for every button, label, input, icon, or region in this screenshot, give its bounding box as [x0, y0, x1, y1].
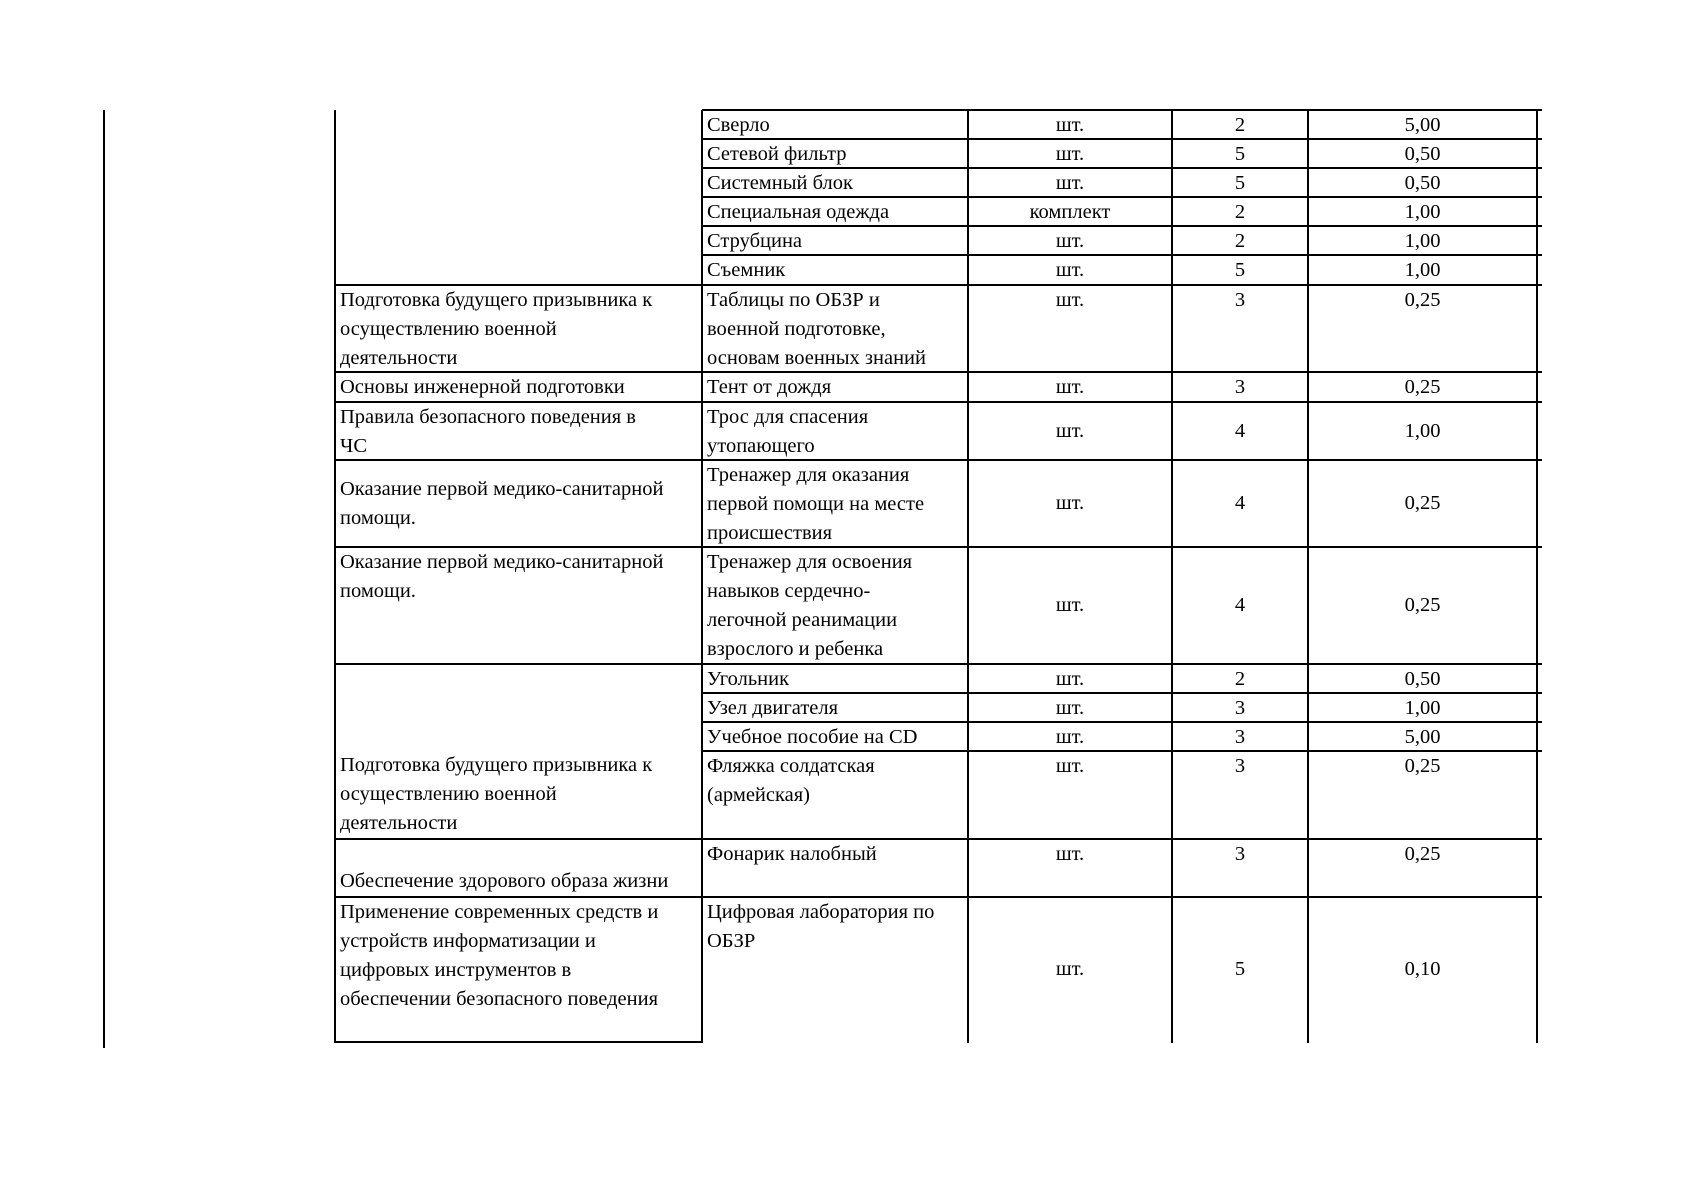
unit-cell: шт.: [1055, 259, 1085, 281]
item-name-cell: Трос для спасения утопающего: [707, 406, 869, 457]
item-name-cell: Цифровая лаборатория по ОБЗР: [707, 901, 935, 952]
section-cell: Подготовка будущего призывника к осуществлению военной деятельности: [340, 289, 653, 369]
unit-cell: шт.: [1055, 172, 1085, 194]
unit-cell: шт.: [1055, 114, 1085, 136]
norm-cell: 0,25: [1404, 594, 1441, 616]
quantity-cell: 3: [1234, 289, 1246, 311]
norm-cell: 0,25: [1404, 376, 1441, 398]
unit-cell: комплект: [1029, 201, 1111, 223]
item-name-cell: Фляжка солдатская (армейская): [707, 755, 875, 806]
item-name-cell: Сетевой фильтр: [707, 143, 847, 165]
unit-cell: шт.: [1055, 143, 1085, 165]
quantity-cell: 2: [1234, 201, 1246, 223]
section-cell: Подготовка будущего призывника к осуществлению военной деятельности: [340, 754, 653, 834]
page-margin-line: [103, 110, 105, 1048]
item-name-cell: Фонарик налобный: [707, 843, 877, 865]
norm-cell: 0,25: [1404, 289, 1441, 311]
unit-cell: шт.: [1055, 376, 1085, 398]
unit-cell: шт.: [1055, 697, 1085, 719]
unit-cell: шт.: [1055, 594, 1085, 616]
unit-cell: шт.: [1055, 755, 1085, 777]
norm-cell: 0,50: [1404, 172, 1441, 194]
norm-cell: 0,25: [1404, 843, 1441, 865]
unit-cell: шт.: [1055, 289, 1085, 311]
quantity-cell: 3: [1234, 726, 1246, 748]
section-cell: Оказание первой медико-санитарной помощи.: [340, 477, 664, 529]
item-name-cell: Учебное пособие на CD: [707, 726, 918, 748]
unit-cell: шт.: [1055, 419, 1085, 442]
norm-cell: 0,10: [1404, 958, 1441, 980]
norm-cell: 1,00: [1404, 259, 1441, 281]
quantity-cell: 2: [1234, 230, 1246, 252]
norm-cell: 0,25: [1404, 492, 1441, 514]
norm-cell: 1,00: [1404, 419, 1441, 442]
norm-cell: 1,00: [1404, 697, 1441, 719]
quantity-cell: 5: [1234, 143, 1246, 165]
item-name-cell: Тренажер для оказания первой помощи на месте происшествия: [707, 464, 925, 544]
quantity-cell: 4: [1234, 419, 1246, 442]
item-name-cell: Таблицы по ОБЗР и военной подготовке, основам военных знаний: [707, 289, 926, 369]
item-name-cell: Тент от дождя: [707, 376, 832, 398]
quantity-cell: 3: [1234, 755, 1246, 777]
quantity-cell: 5: [1234, 958, 1246, 980]
norm-cell: 1,00: [1404, 201, 1441, 223]
norm-cell: 0,25: [1404, 755, 1441, 777]
unit-cell: шт.: [1055, 668, 1085, 690]
unit-cell: шт.: [1055, 843, 1085, 865]
quantity-cell: 3: [1234, 843, 1246, 865]
item-name-cell: Угольник: [707, 668, 790, 690]
section-cell: Обеспечение здорового образа жизни: [340, 870, 669, 892]
item-name-cell: Сверло: [707, 114, 770, 136]
quantity-cell: 3: [1234, 376, 1246, 398]
section-cell: Оказание первой медико-санитарной помощи.: [340, 551, 664, 602]
item-name-cell: Съемник: [707, 259, 786, 281]
norm-cell: 0,50: [1404, 668, 1441, 690]
norm-cell: 5,00: [1404, 114, 1441, 136]
quantity-cell: 4: [1234, 594, 1246, 616]
item-name-cell: Струбцина: [707, 230, 803, 252]
norm-cell: 0,50: [1404, 143, 1441, 165]
item-name-cell: Тренажер для освоения навыков сердечно- легочной реанимации взрослого и ребенка: [707, 551, 913, 660]
unit-cell: шт.: [1055, 230, 1085, 252]
item-name-cell: Узел двигателя: [707, 697, 839, 719]
item-name-cell: Системный блок: [707, 172, 853, 194]
item-name-cell: Специальная одежда: [707, 201, 890, 223]
norm-cell: 5,00: [1404, 726, 1441, 748]
unit-cell: шт.: [1055, 726, 1085, 748]
quantity-cell: 3: [1234, 697, 1246, 719]
quantity-cell: 5: [1234, 172, 1246, 194]
quantity-cell: 2: [1234, 114, 1246, 136]
norm-cell: 1,00: [1404, 230, 1441, 252]
unit-cell: шт.: [1055, 492, 1085, 514]
section-cell: Основы инженерной подготовки: [340, 376, 625, 398]
unit-cell: шт.: [1055, 958, 1085, 980]
section-cell: Применение современных средств и устройств информатизации и цифровых инструментов в обеспечении безопасного поведения: [340, 901, 659, 1010]
quantity-cell: 4: [1234, 492, 1246, 514]
section-cell: Правила безопасного поведения в ЧС: [340, 406, 636, 457]
quantity-cell: 5: [1234, 259, 1246, 281]
quantity-cell: 2: [1234, 668, 1246, 690]
